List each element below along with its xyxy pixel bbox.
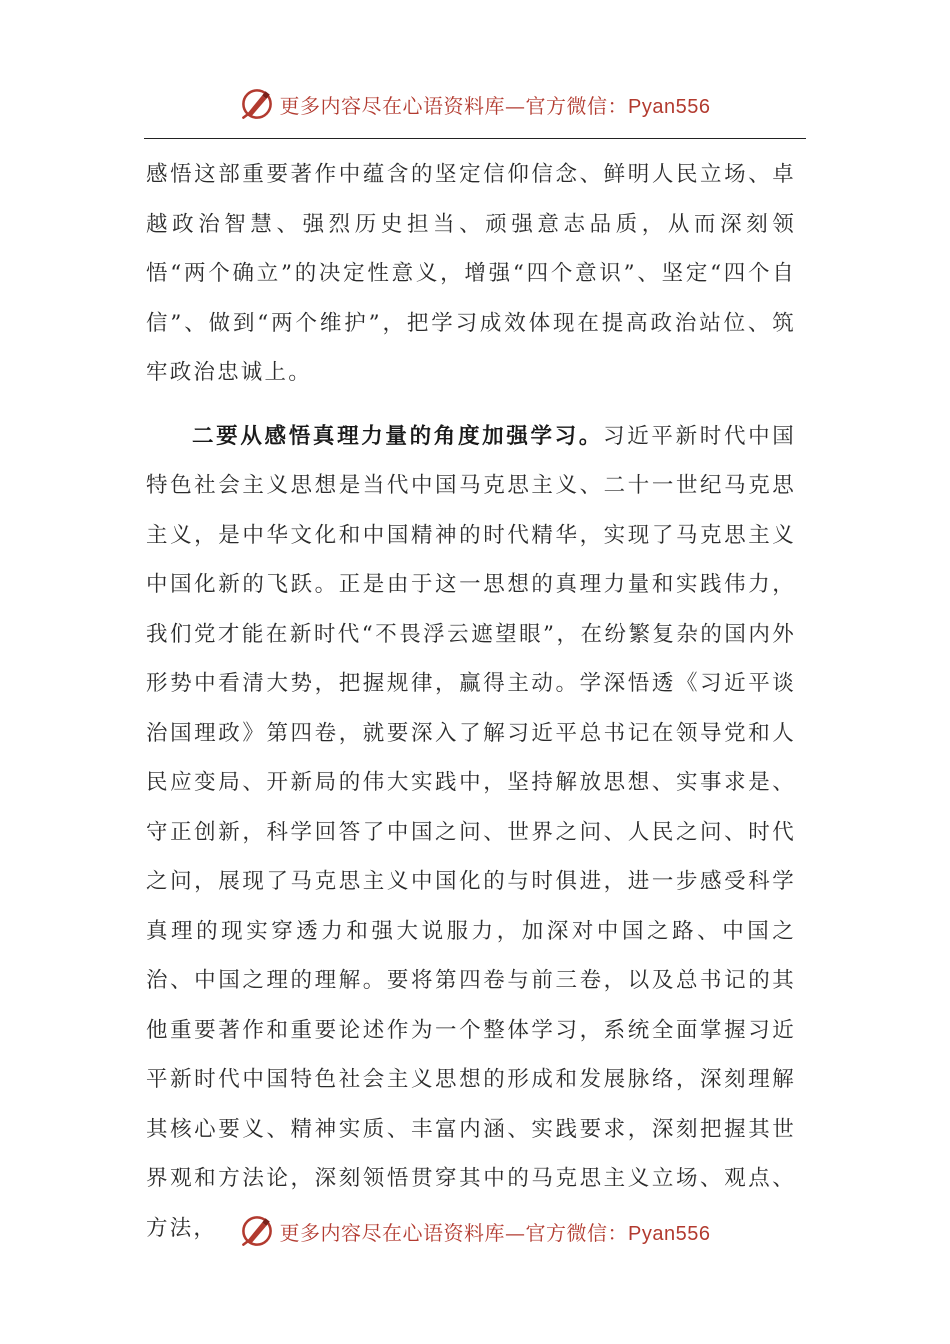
paragraph-1: 感悟这部重要著作中蕴含的坚定信仰信念、鲜明人民立场、卓越政治智慧、强烈历史担当、顽强意志品质，从而深刻领悟“两个确立”的决定性意义，增强“四个意识”、坚定“四个自信”、做到“两个维护”，把学习成效体现在提高政治站位、筑牢政治忠诚上。 [146,162,796,385]
header-divider [144,138,806,139]
document-body [146,150,796,1253]
header-banner-text: 更多内容尽在心语资料库—官方微信：Pyan556 [279,93,711,118]
pen-logo-icon [240,1214,274,1248]
header-banner-content [240,87,711,121]
footer-banner-text: 更多内容尽在心语资料库—官方微信：Pyan556 [279,1220,711,1245]
footer-banner-content [240,1214,711,1248]
paragraph-2-lead: 二要从感悟真理力量的角度加强学习。 [192,423,604,449]
header-banner [0,84,950,124]
footer-banner [0,1211,950,1251]
pen-logo-icon [240,87,274,121]
paragraph-2-text: 习近平新时代中国特色社会主义思想是当代中国马克思主义、二十一世纪马克思主义，是中华文化和中国精神的时代精华，实现了马克思主义中国化新的飞跃。正是由于这一思想的真理力量和实践伟力，我们党才能在新时代“不畏浮云遮望眼”，在纷繁复杂的国内外形势中看清大势，把握规律，赢得主动。学深悟透《习近平谈治国理政》第四卷，就要深入了解习近平总书记在领导党和人民应变局、开新局的伟大实践中，坚持解放思想、实事求是、守正创新，科学回答了中国之问、世界之问、人民之问、时代之问，展现了马克思主义中国化的与时俱进，进一步感受科学真理的现实穿透力和强大说服力，加深对中国之路、中国之治、中国之理的理解。要将第四卷与前三卷，以及总书记的其他重要著作和重要论述作为一个整体学习，系统全面掌握习近平新时代中国特色社会主义思想的形成和发展脉络，深刻理解其核心要义、精神实质、丰富内涵、实践要求，深刻把握其世界观和方法论，深刻领悟贯穿其中的马克思主义立场、观点、方法， [146,423,796,1241]
footer-wechat-id: Pyan556 [628,1222,711,1245]
header-wechat-id: Pyan556 [628,95,711,118]
paragraph-2 [146,412,796,1254]
